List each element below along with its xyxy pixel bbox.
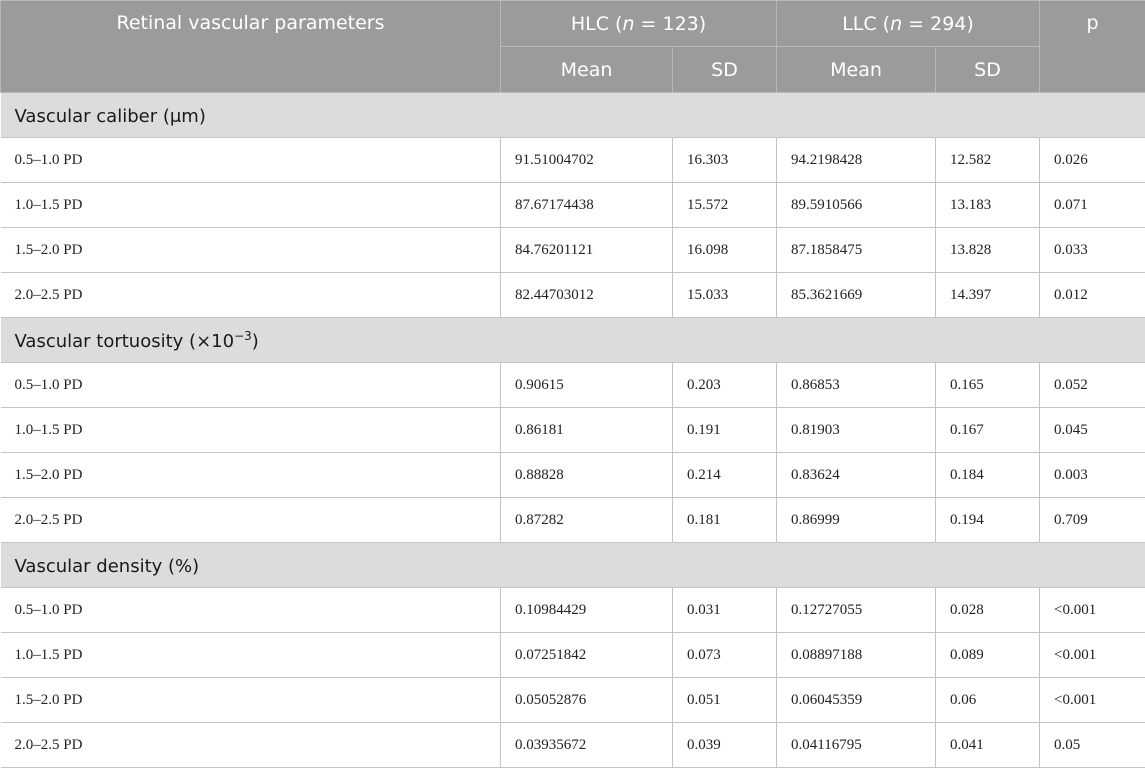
p-value-cell: 0.026: [1040, 138, 1145, 183]
section-row: [1, 93, 1145, 138]
llc-mean-cell: 0.08897188: [777, 633, 936, 678]
p-value-cell: <0.001: [1040, 588, 1145, 633]
table-row: [1, 408, 1145, 453]
llc-mean-cell: 0.81903: [777, 408, 936, 453]
llc-mean-cell: 0.06045359: [777, 678, 936, 723]
hlc-sd-cell: 0.214: [673, 453, 777, 498]
hlc-sd-cell: 16.303: [673, 138, 777, 183]
llc-mean-cell: 0.86999: [777, 498, 936, 543]
llc-sd-cell: 12.582: [936, 138, 1040, 183]
row-label: 0.5–1.0 PD: [1, 363, 501, 408]
row-label: 1.5–2.0 PD: [1, 453, 501, 498]
table-row: [1, 273, 1145, 318]
llc-sd-cell: 0.194: [936, 498, 1040, 543]
section-title: Vascular caliber (μm): [1, 93, 1145, 138]
hlc-mean-cell: 82.44703012: [501, 273, 673, 318]
llc-sd-cell: 0.06: [936, 678, 1040, 723]
hlc-mean-cell: 0.10984429: [501, 588, 673, 633]
section-title: Vascular density (%): [1, 543, 1145, 588]
hlc-mean-cell: 0.07251842: [501, 633, 673, 678]
llc-mean-cell: 0.04116795: [777, 723, 936, 768]
p-value-cell: 0.071: [1040, 183, 1145, 228]
table-row: [1, 588, 1145, 633]
llc-mean-cell: 89.5910566: [777, 183, 936, 228]
llc-mean-cell: 94.2198428: [777, 138, 936, 183]
header-llc-sd: SD: [936, 47, 1040, 93]
p-value-cell: 0.052: [1040, 363, 1145, 408]
llc-mean-cell: 0.86853: [777, 363, 936, 408]
p-value-cell: 0.033: [1040, 228, 1145, 273]
llc-sd-cell: 0.167: [936, 408, 1040, 453]
llc-sd-cell: 14.397: [936, 273, 1040, 318]
header-hlc-mean: Mean: [501, 47, 673, 93]
hlc-mean-cell: 0.88828: [501, 453, 673, 498]
llc-sd-cell: 13.183: [936, 183, 1040, 228]
p-value-cell: 0.012: [1040, 273, 1145, 318]
table-header: [1, 1, 1145, 93]
hlc-sd-cell: 0.051: [673, 678, 777, 723]
table-row: [1, 453, 1145, 498]
hlc-sd-cell: 0.031: [673, 588, 777, 633]
table-row: [1, 183, 1145, 228]
row-label: 1.0–1.5 PD: [1, 183, 501, 228]
header-hlc-sd: SD: [673, 47, 777, 93]
p-value-cell: 0.05: [1040, 723, 1145, 768]
p-value-cell: 0.003: [1040, 453, 1145, 498]
table-row: [1, 498, 1145, 543]
llc-mean-cell: 0.83624: [777, 453, 936, 498]
section-row: [1, 318, 1145, 363]
hlc-sd-cell: 16.098: [673, 228, 777, 273]
hlc-sd-cell: 15.033: [673, 273, 777, 318]
llc-sd-cell: 0.041: [936, 723, 1040, 768]
llc-sd-cell: 0.089: [936, 633, 1040, 678]
hlc-sd-cell: 0.039: [673, 723, 777, 768]
row-label: 1.0–1.5 PD: [1, 633, 501, 678]
header-parameters: Retinal vascular parameters: [1, 1, 501, 93]
hlc-mean-cell: 0.05052876: [501, 678, 673, 723]
llc-mean-cell: 85.3621669: [777, 273, 936, 318]
row-label: 1.5–2.0 PD: [1, 228, 501, 273]
hlc-mean-cell: 0.90615: [501, 363, 673, 408]
table-row: [1, 228, 1145, 273]
row-label: 0.5–1.0 PD: [1, 138, 501, 183]
section-row: [1, 543, 1145, 588]
row-label: 1.5–2.0 PD: [1, 678, 501, 723]
llc-sd-cell: 0.184: [936, 453, 1040, 498]
section-title: Vascular tortuosity $(\times 10^{-3})$: [1, 318, 1145, 363]
hlc-sd-cell: 0.203: [673, 363, 777, 408]
hlc-mean-cell: 84.76201121: [501, 228, 673, 273]
hlc-sd-cell: 0.191: [673, 408, 777, 453]
hlc-mean-cell: 0.87282: [501, 498, 673, 543]
p-value-cell: 0.709: [1040, 498, 1145, 543]
row-label: 2.0–2.5 PD: [1, 498, 501, 543]
hlc-sd-cell: 15.572: [673, 183, 777, 228]
row-label: 2.0–2.5 PD: [1, 723, 501, 768]
hlc-mean-cell: 0.03935672: [501, 723, 673, 768]
llc-sd-cell: 0.165: [936, 363, 1040, 408]
header-p: p: [1040, 1, 1145, 93]
header-llc-mean: Mean: [777, 47, 936, 93]
llc-sd-cell: 13.828: [936, 228, 1040, 273]
hlc-mean-cell: 87.67174438: [501, 183, 673, 228]
header-llc: LLC (n = 294): [777, 1, 1040, 47]
hlc-mean-cell: 0.86181: [501, 408, 673, 453]
table-row: [1, 723, 1145, 768]
table-row: [1, 633, 1145, 678]
row-label: 2.0–2.5 PD: [1, 273, 501, 318]
p-value-cell: 0.045: [1040, 408, 1145, 453]
llc-mean-cell: 87.1858475: [777, 228, 936, 273]
hlc-mean-cell: 91.51004702: [501, 138, 673, 183]
table-row: [1, 678, 1145, 723]
row-label: 0.5–1.0 PD: [1, 588, 501, 633]
llc-mean-cell: 0.12727055: [777, 588, 936, 633]
table-row: [1, 363, 1145, 408]
table-body: [1, 93, 1145, 768]
table-row: [1, 138, 1145, 183]
hlc-sd-cell: 0.181: [673, 498, 777, 543]
p-value-cell: <0.001: [1040, 633, 1145, 678]
hlc-sd-cell: 0.073: [673, 633, 777, 678]
llc-sd-cell: 0.028: [936, 588, 1040, 633]
row-label: 1.0–1.5 PD: [1, 408, 501, 453]
header-hlc: HLC (n = 123): [501, 1, 777, 47]
p-value-cell: <0.001: [1040, 678, 1145, 723]
